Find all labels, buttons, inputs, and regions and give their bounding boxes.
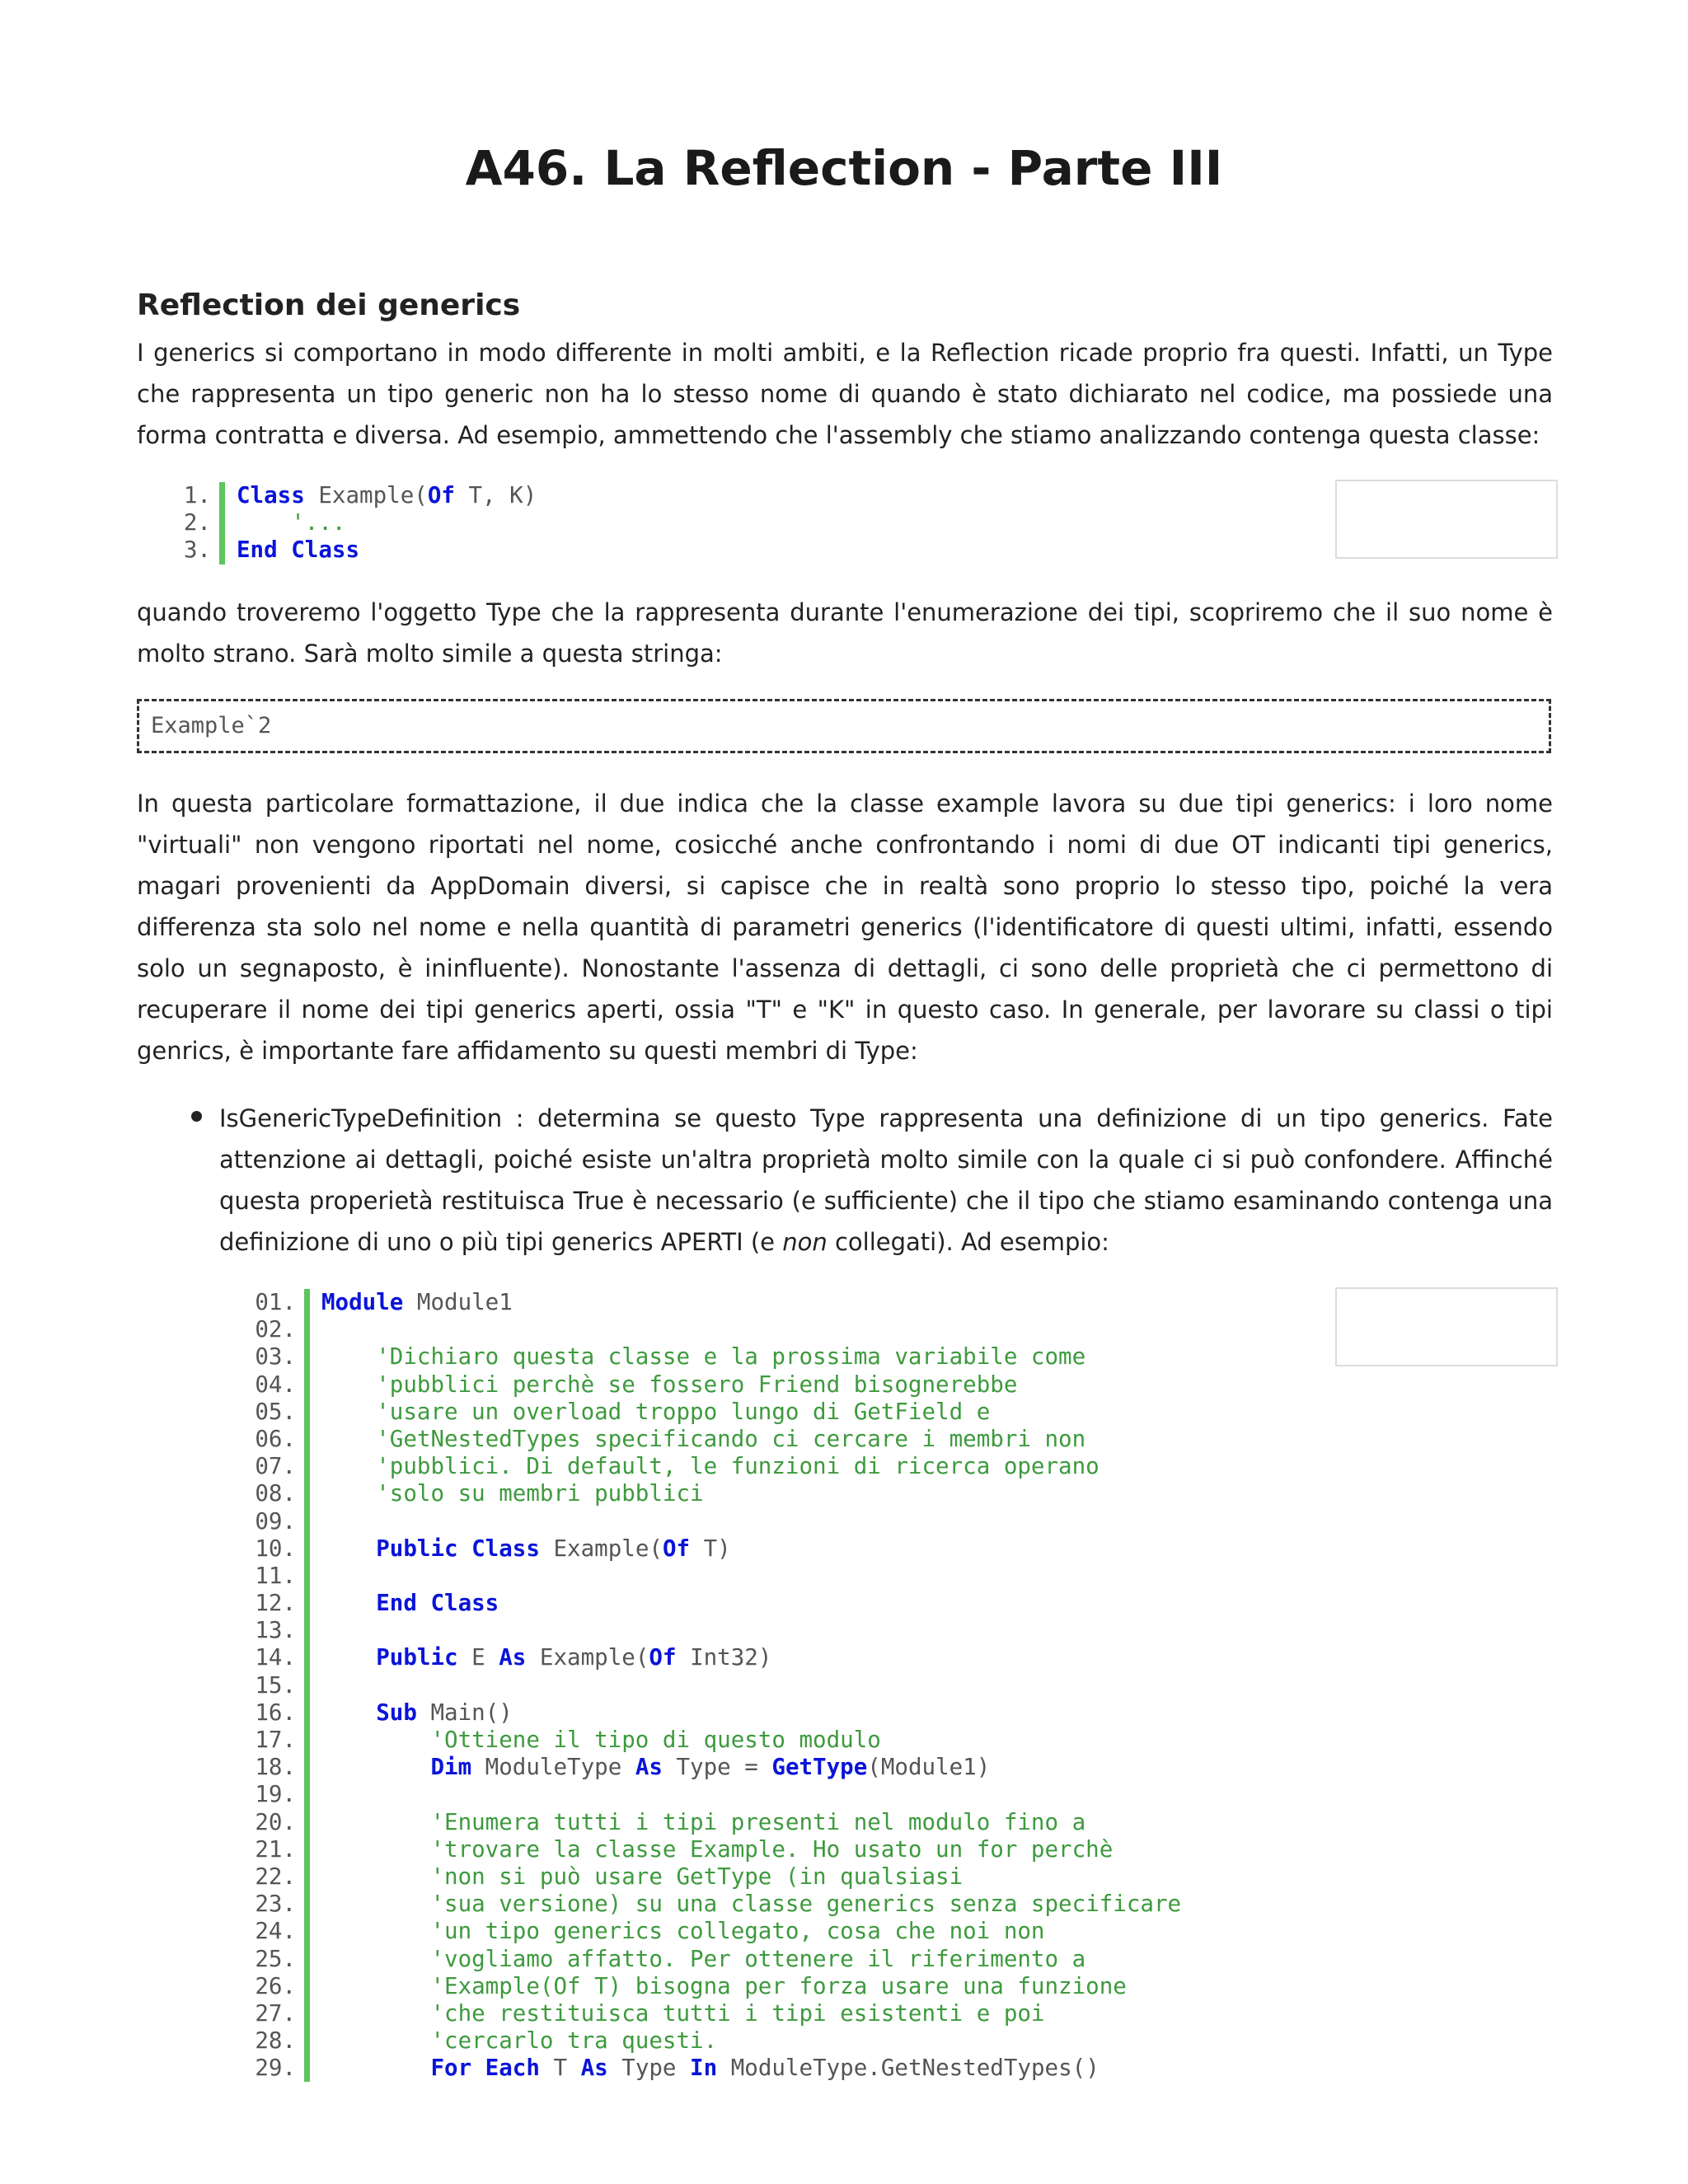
code-line — [183, 482, 537, 509]
code-comment: '... — [237, 509, 346, 537]
code-token: Int32) — [676, 1644, 772, 1671]
code-comment: 'vogliamo affatto. Per ottenere il riferimento a — [321, 1945, 1086, 1972]
line-number: 25. — [255, 1945, 296, 1972]
code-line — [253, 1563, 1181, 1590]
code-line — [253, 1644, 1181, 1671]
code-comment: 'non si può usare GetType (in qualsiasi — [321, 1863, 964, 1890]
line-number: 21. — [255, 1835, 296, 1863]
code-keyword: In — [690, 2055, 718, 2082]
code-gutter-bar — [304, 1973, 310, 2000]
code-text — [310, 1371, 1017, 1399]
bullet-emphasis: non — [782, 1228, 828, 1256]
code-keyword: Class — [237, 482, 305, 509]
code-line — [253, 1343, 1181, 1371]
code-line — [253, 1426, 1181, 1453]
code-line — [253, 1809, 1181, 1836]
code-gutter-bar — [304, 1563, 310, 1590]
code-line — [253, 1754, 1181, 1781]
code-token: T — [539, 2055, 581, 2082]
line-number: 19. — [255, 1781, 296, 1808]
code-gutter-bar — [304, 2027, 310, 2055]
code-token: ModuleType — [471, 1754, 635, 1781]
code-gutter-bar — [219, 537, 225, 564]
code-text — [310, 1946, 1085, 1973]
line-number: 14. — [255, 1644, 296, 1671]
code-line — [253, 1836, 1181, 1863]
code-line — [253, 1453, 1181, 1480]
code-keyword: Module — [321, 1289, 404, 1315]
code-text — [310, 1316, 321, 1343]
code-text — [310, 1727, 881, 1754]
line-number: 29. — [255, 2055, 296, 2082]
code-line — [253, 2000, 1181, 2027]
code-gutter-bar — [304, 2000, 310, 2027]
line-number: 01. — [255, 1289, 296, 1315]
code-gutter-bar — [304, 2055, 310, 2082]
line-number: 1. — [183, 482, 211, 509]
code-token — [321, 2055, 430, 2081]
code-keyword: End Class — [376, 1590, 499, 1617]
code-text — [310, 1289, 513, 1316]
line-number: 12. — [255, 1590, 296, 1617]
code-text — [310, 1918, 1045, 1945]
code-keyword: Sub — [376, 1699, 417, 1726]
code-token — [321, 1535, 376, 1562]
line-number: 16. — [255, 1699, 296, 1726]
code-toolbar-placeholder — [1335, 480, 1558, 559]
code-keyword: As — [635, 1754, 663, 1781]
code-keyword: Of — [427, 482, 455, 509]
code-comment: 'usare un overload troppo lungo di GetField e — [321, 1398, 991, 1425]
line-number: 10. — [255, 1535, 296, 1562]
line-number: 02. — [255, 1316, 296, 1343]
code-text — [310, 1644, 771, 1671]
bullet-icon — [191, 1111, 202, 1122]
code-keyword: Dim — [430, 1754, 472, 1781]
code-gutter-bar — [304, 1946, 310, 1973]
code-text — [310, 1973, 1127, 2000]
bullet-text-a: : determina se questo Type rappresenta una definizione di un tipo generics. Fate attenzione ai dettagli, poiché esiste un'altra proprietà molto simile con la quale ci si può confondere. Affinché questa properietà restituisca True è necessario (e sufficiente) che il tipo che stiamo esaminando contenga una definizione di uno o più tipi generics APERTI (e — [219, 1104, 1553, 1256]
code-comment: 'solo su membri pubblici — [321, 1480, 704, 1507]
code-gutter-bar — [304, 1809, 310, 1836]
code-text — [225, 482, 537, 509]
code-text — [310, 1863, 963, 1891]
code-gutter-bar — [219, 509, 225, 537]
line-number: 26. — [255, 1972, 296, 1999]
code-line — [253, 1863, 1181, 1891]
code-token — [321, 1644, 376, 1671]
line-number: 28. — [255, 2027, 296, 2055]
code-comment: 'sua versione) su una classe generics senza specificare — [321, 1891, 1182, 1918]
code-keyword: GetType — [771, 1754, 868, 1781]
section-heading: Reflection dei generics — [137, 288, 521, 322]
code-text — [310, 1891, 1181, 1918]
code-text — [310, 1480, 704, 1507]
code-gutter-bar — [304, 1316, 310, 1343]
line-number: 15. — [255, 1671, 296, 1699]
line-number: 04. — [255, 1371, 296, 1398]
code-line — [253, 2055, 1181, 2082]
code-gutter-bar — [304, 1590, 310, 1617]
code-keyword: Public — [376, 1644, 458, 1671]
code-line — [253, 1316, 1181, 1343]
code-token — [321, 1699, 376, 1726]
code-gutter-bar — [304, 1453, 310, 1480]
code-comment: 'cercarlo tra questi. — [321, 2027, 718, 2055]
code-token: Module1 — [403, 1289, 513, 1315]
code-gutter-bar — [304, 1371, 310, 1399]
code-comment: 'trovare la classe Example. Ho usato un for perchè — [321, 1835, 1114, 1863]
code-keyword: As — [499, 1644, 527, 1671]
code-gutter-bar — [304, 1289, 310, 1316]
code-gutter-bar — [304, 1672, 310, 1699]
code-gutter-bar — [219, 482, 225, 509]
code-line — [253, 1399, 1181, 1426]
code-comment: 'che restituisca tutti i tipi esistenti e poi — [321, 1999, 1045, 2027]
code-line — [183, 537, 537, 564]
line-number: 23. — [255, 1891, 296, 1918]
code-comment: 'Dichiaro questa classe e la prossima variabile come — [321, 1343, 1086, 1371]
code-line — [253, 1371, 1181, 1399]
code-gutter-bar — [304, 1891, 310, 1918]
code-comment: 'pubblici. Di default, le funzioni di ricerca operano — [321, 1453, 1100, 1480]
code-text — [310, 1617, 321, 1644]
code-gutter-bar — [304, 1836, 310, 1863]
code-keyword: End Class — [237, 537, 360, 564]
line-number: 08. — [255, 1480, 296, 1507]
code-line — [253, 1672, 1181, 1699]
code-token: Main() — [416, 1699, 513, 1726]
bullet-text-b: collegati). Ad esempio: — [827, 1228, 1109, 1256]
code-token: Example( — [526, 1644, 649, 1671]
code-gutter-bar — [304, 1754, 310, 1781]
line-number: 11. — [255, 1562, 296, 1589]
code-gutter-bar — [304, 1781, 310, 1808]
code-keyword: As — [580, 2055, 608, 2082]
code-text — [310, 1426, 1085, 1453]
code-gutter-bar — [304, 1480, 310, 1507]
page-title: A46. La Reflection - Parte III — [465, 140, 1223, 196]
code-line — [253, 1946, 1181, 1973]
code-line — [253, 1781, 1181, 1808]
code-text — [310, 1809, 1085, 1836]
code-token — [321, 1590, 376, 1616]
code-comment: 'Ottiene il tipo di questo modulo — [321, 1727, 881, 1753]
code-text — [310, 1563, 321, 1590]
code-line — [253, 1727, 1181, 1754]
code-line — [253, 1918, 1181, 1945]
code-line — [253, 1480, 1181, 1507]
code-keyword: For Each — [430, 2055, 540, 2082]
code-text — [310, 2027, 717, 2055]
line-number: 2. — [183, 509, 211, 537]
generics-explanation-paragraph: In questa particolare formattazione, il due indica che la classe example lavora su due tipi generics: i loro nome "virtuali" non vengono riportati nel nome, cosicché anche confrontando i nomi di due OT indicanti tipi generics, magari provenienti da AppDomain diversi, si capisce che in realtà sono proprio lo stesso tipo, poiché la vera differenza sta solo nel nome e nella quantità di parametri generics (l'identificatore di questi ultimi, infatti, essendo solo un segnaposto, è ininfluente). Nonostante l'assenza di dettagli, ci sono delle proprietà che ci permettono di recuperare il nome dei tipi generics aperti, ossia "T" e "K" in questo caso. In generale, per lavorare su classi o tipi genrics, è importante fare affidamento su questi membri di Type: — [137, 790, 1553, 1065]
code-gutter-bar — [304, 1617, 310, 1644]
code-line — [253, 1891, 1181, 1918]
code-line — [253, 1617, 1181, 1644]
code-comment: 'Enumera tutti i tipi presenti nel modulo fino a — [321, 1808, 1086, 1835]
code-text — [310, 1399, 990, 1426]
code-comment: 'un tipo generics collegato, cosa che noi non — [321, 1918, 1045, 1945]
code-text — [310, 1754, 990, 1781]
code-line — [253, 1590, 1181, 1617]
code-token: T, K) — [454, 482, 537, 509]
line-number: 24. — [255, 1918, 296, 1945]
code-line — [183, 509, 537, 537]
line-number: 27. — [255, 1999, 296, 2027]
line-number: 09. — [255, 1507, 296, 1535]
bullet-item-isgenerictypedefinition — [219, 1098, 1553, 1263]
code-comment: 'GetNestedTypes specificando ci cercare i membri non — [321, 1425, 1086, 1452]
code-gutter-bar — [304, 1343, 310, 1371]
code-keyword: Of — [662, 1535, 691, 1562]
code-text — [225, 537, 359, 564]
code-text — [310, 1836, 1113, 1863]
result-string-box: Example`2 — [137, 699, 1551, 753]
code-gutter-bar — [304, 1727, 310, 1754]
code-token: E — [457, 1644, 499, 1671]
code-keyword: Public Class — [376, 1535, 540, 1562]
code-token: Type — [607, 2055, 691, 2082]
code-gutter-bar — [304, 1918, 310, 1945]
line-number: 05. — [255, 1398, 296, 1425]
code-text — [310, 2000, 1045, 2027]
code-gutter-bar — [304, 1399, 310, 1426]
code-line — [253, 1973, 1181, 2000]
code-token: (Module1) — [867, 1754, 991, 1781]
code-text — [310, 1453, 1100, 1480]
code-token: Type = — [662, 1754, 772, 1781]
code-text — [310, 2055, 1100, 2082]
code-comment: 'pubblici perchè se fossero Friend bisognerebbe — [321, 1371, 1018, 1398]
code-gutter-bar — [304, 1863, 310, 1891]
code-line — [253, 1535, 1181, 1563]
code-text — [310, 1672, 321, 1699]
code-text — [310, 1508, 321, 1535]
code-text — [310, 1343, 1085, 1371]
code-toolbar-placeholder-2 — [1335, 1287, 1558, 1366]
code-gutter-bar — [304, 1426, 310, 1453]
line-number: 07. — [255, 1453, 296, 1480]
code-gutter-bar — [304, 1508, 310, 1535]
code-keyword: Of — [649, 1644, 677, 1671]
line-number: 18. — [255, 1754, 296, 1781]
code-text — [310, 1535, 731, 1563]
code-gutter-bar — [304, 1644, 310, 1671]
line-number: 20. — [255, 1808, 296, 1835]
line-number: 17. — [255, 1727, 296, 1753]
type-name-paragraph: quando troveremo l'oggetto Type che la rappresenta durante l'enumerazione dei tipi, scopriremo che il suo nome è molto strano. Sarà molto simile a questa stringa: — [137, 598, 1553, 668]
line-number: 22. — [255, 1863, 296, 1890]
code-text — [310, 1781, 321, 1808]
code-block-class-example — [183, 482, 537, 565]
code-gutter-bar — [304, 1699, 310, 1727]
code-token: T) — [690, 1535, 731, 1562]
code-gutter-bar — [304, 1535, 310, 1563]
code-line — [253, 1289, 1181, 1316]
line-number: 03. — [255, 1343, 296, 1371]
code-token: Example( — [539, 1535, 663, 1562]
code-text — [225, 509, 345, 537]
code-token — [321, 1754, 430, 1780]
code-token: Example( — [304, 482, 428, 509]
intro-paragraph: I generics si comportano in modo differente in molti ambiti, e la Reflection ricade proprio fra questi. Infatti, un Type che rappresenta un tipo generic non ha lo stesso nome di quando è stato dichiarato nel codice, ma possiede una forma contratta e diversa. Ad esempio, ammettendo che l'assembly che stiamo analizzando contenga questa classe: — [137, 339, 1553, 449]
line-number: 06. — [255, 1425, 296, 1452]
bullet-term: IsGenericTypeDefinition — [219, 1104, 503, 1132]
code-comment: 'Example(Of T) bisogna per forza usare una funzione — [321, 1972, 1127, 1999]
code-block-module1 — [253, 1289, 1181, 2082]
code-line — [253, 1699, 1181, 1727]
line-number: 3. — [183, 537, 211, 564]
code-text — [310, 1590, 499, 1617]
code-token: ModuleType.GetNestedTypes() — [717, 2055, 1100, 2082]
code-line — [253, 2027, 1181, 2055]
code-text — [310, 1699, 513, 1727]
line-number: 13. — [255, 1617, 296, 1644]
code-line — [253, 1508, 1181, 1535]
